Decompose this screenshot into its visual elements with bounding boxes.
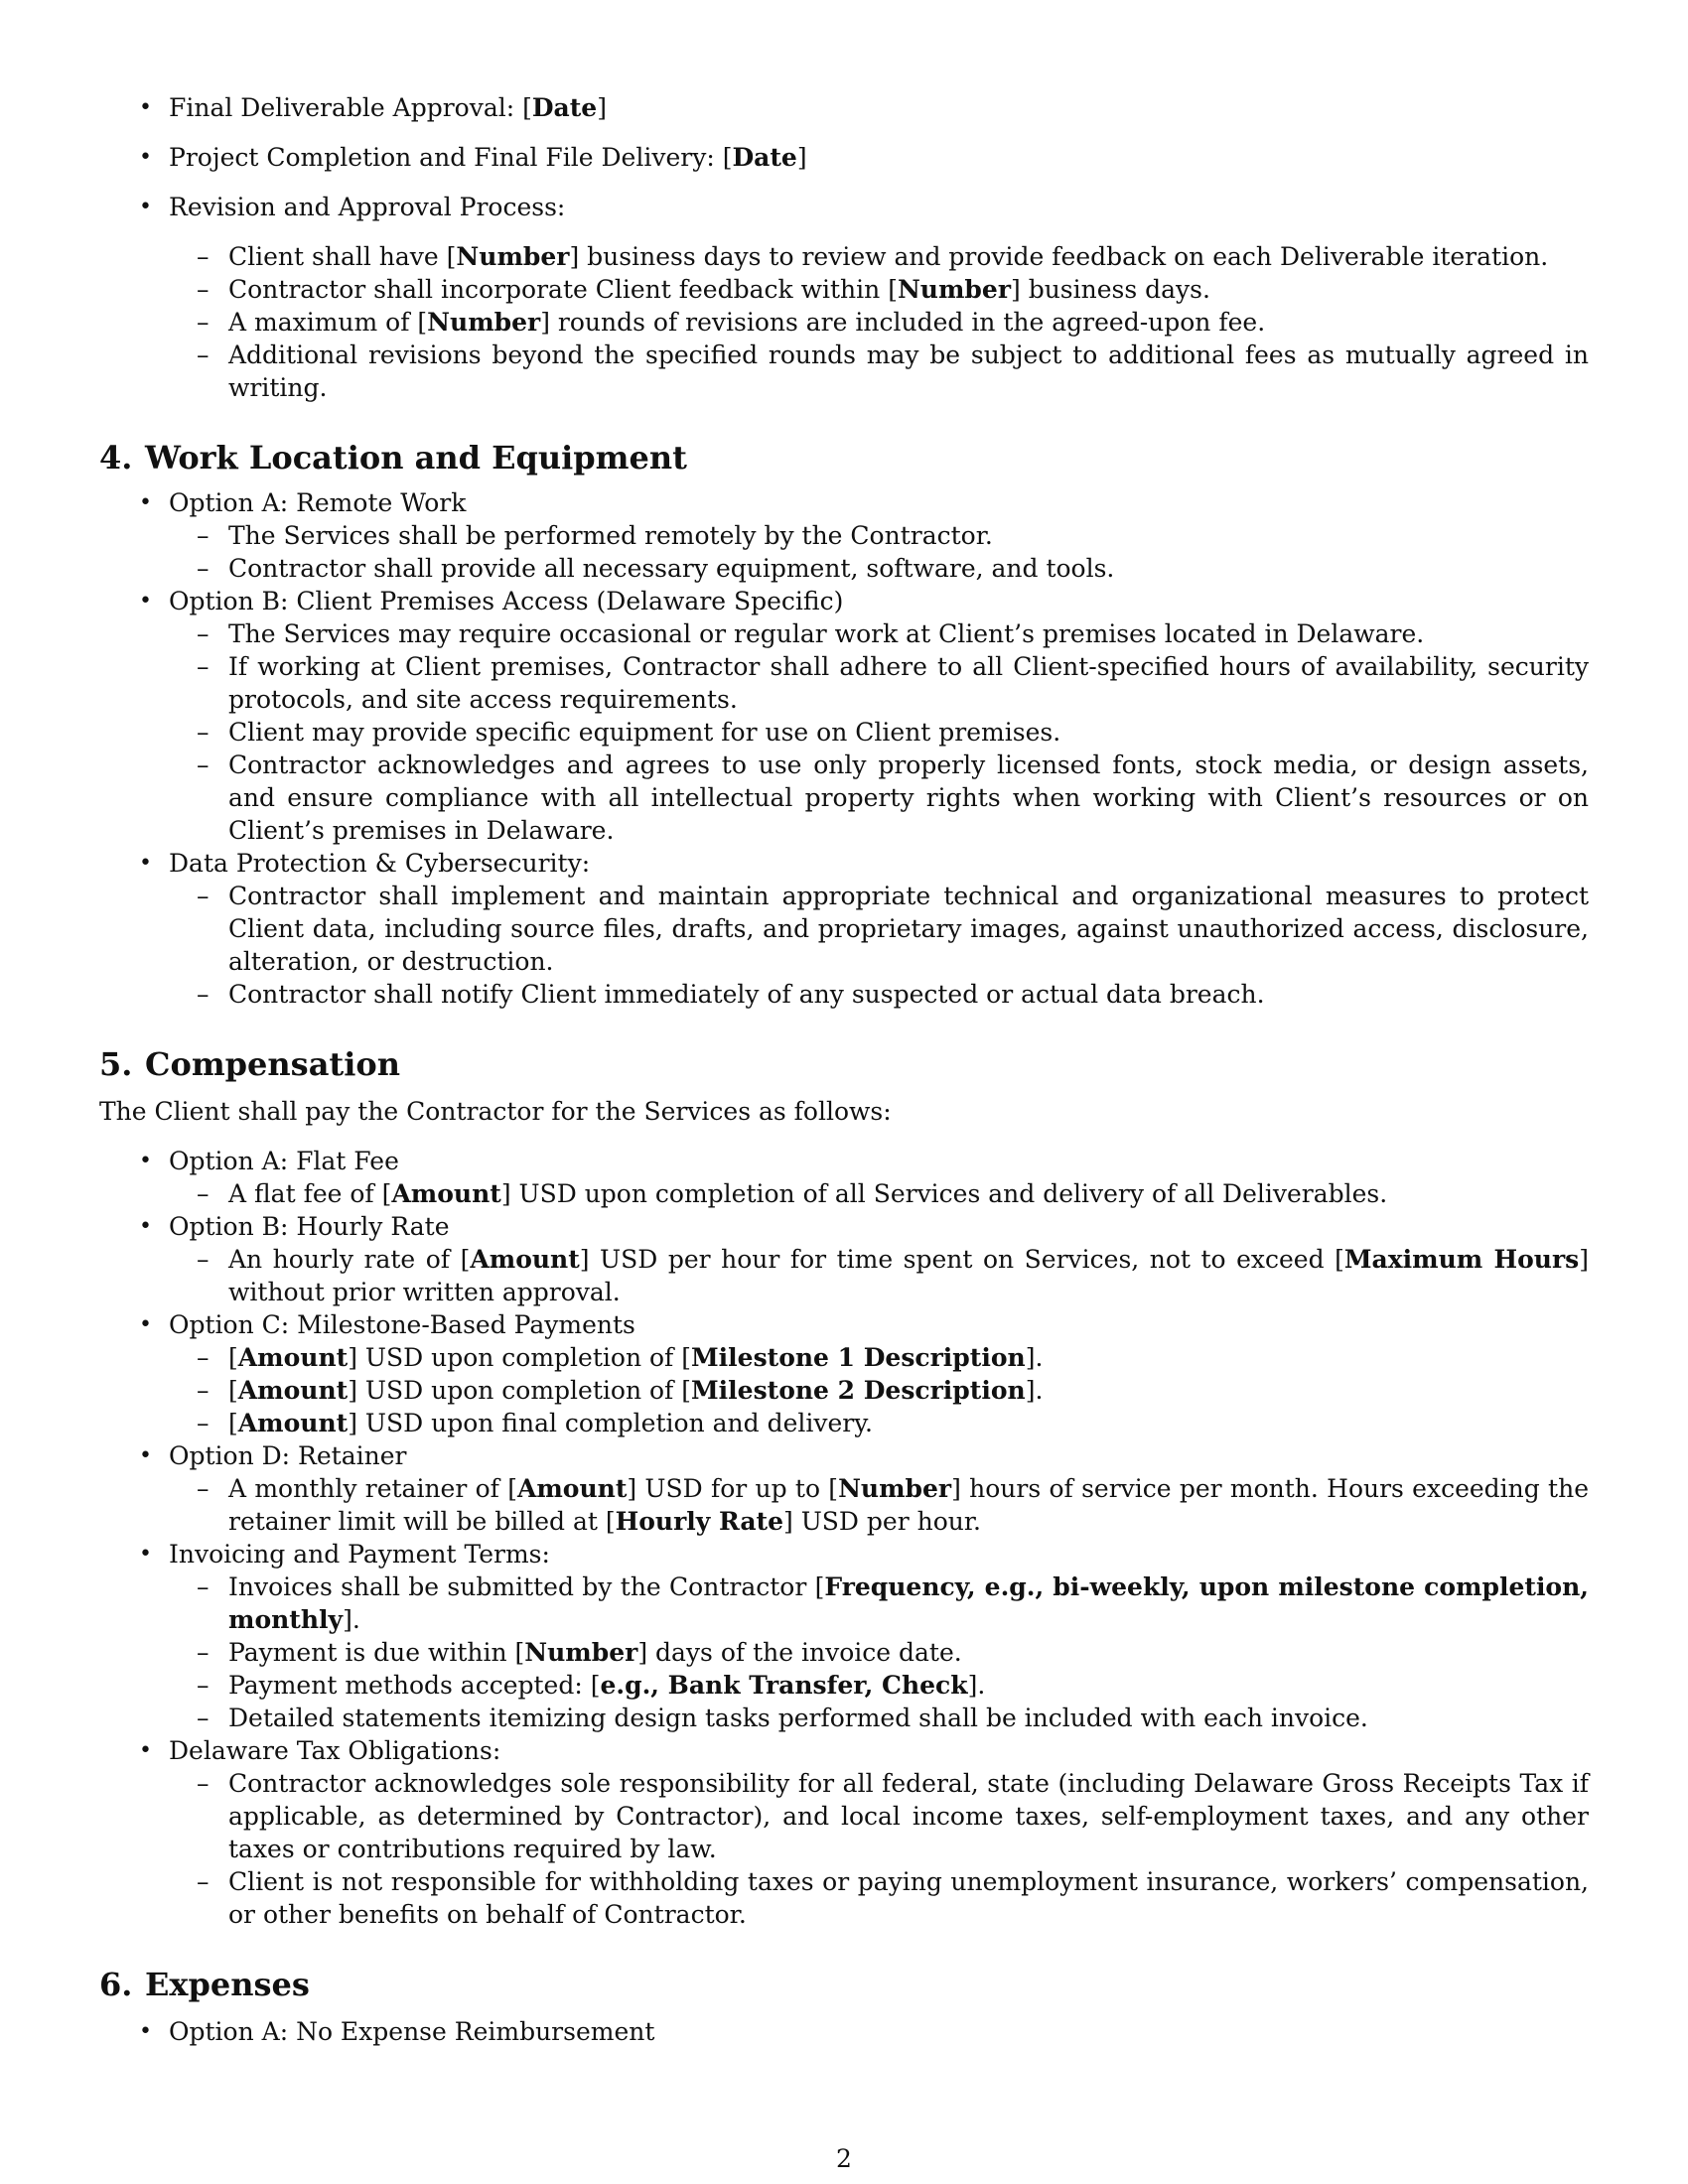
list-item: • Option D: Retainer: [139, 1441, 407, 1470]
list-item: • Option A: Remote Work: [139, 488, 467, 517]
dash-icon: –: [197, 1572, 210, 1601]
list-item: – A monthly retainer of [Amount] USD for up to [Number] hours of service per month. Hours exceeding the retainer limit will be billed at [Hourly Rate] USD per hour.: [197, 1474, 1589, 1536]
list-item: • Option B: Client Premises Access (Delaware Specific): [139, 587, 844, 615]
list-item: • Option A: No Expense Reimbursement: [139, 2017, 655, 2046]
bullet-icon: •: [139, 490, 152, 515]
list-item: – Additional revisions beyond the specified rounds may be subject to additional fees as mutually agreed in writing.: [197, 341, 1589, 402]
dash-icon: –: [197, 619, 210, 648]
dash-icon: –: [197, 1769, 210, 1798]
section-heading: 5. Compensation: [99, 1045, 400, 1083]
list-item: – [Amount] USD upon completion of [Milestone 1 Description].: [197, 1343, 1044, 1372]
bullet-icon: •: [139, 195, 152, 219]
dash-icon: –: [197, 1704, 210, 1732]
section-intro: The Client shall pay the Contractor for the Services as follows:: [99, 1097, 892, 1126]
list-item: – An hourly rate of [Amount] USD per hour for time spent on Services, not to exceed [Maximum Hours] without prior written approval.: [197, 1245, 1589, 1306]
dash-icon: –: [197, 1376, 210, 1405]
list-item: • Project Completion and Final File Delivery: [Date]: [139, 143, 807, 172]
list-item: – Client may provide specific equipment for use on Client premises.: [197, 718, 1061, 747]
section-heading: 4. Work Location and Equipment: [99, 439, 687, 477]
dash-icon: –: [197, 882, 210, 910]
dash-icon: –: [197, 751, 210, 779]
list-item: • Option B: Hourly Rate: [139, 1212, 450, 1241]
document-page: [99, 91, 1589, 2048]
dash-icon: –: [197, 1474, 210, 1503]
bullet-icon: •: [139, 1738, 152, 1763]
list-item: – Client shall have [Number] business days to review and provide feedback on each Deliverable iteration.: [197, 242, 1549, 271]
dash-icon: –: [197, 1179, 210, 1208]
list-item: – [Amount] USD upon final completion and delivery.: [197, 1409, 873, 1437]
dash-icon: –: [197, 1343, 210, 1372]
bullet-icon: •: [139, 1312, 152, 1337]
dash-icon: –: [197, 275, 210, 304]
dash-icon: –: [197, 308, 210, 337]
list-item: • Revision and Approval Process:: [139, 193, 566, 221]
list-item: – Contractor shall provide all necessary equipment, software, and tools.: [197, 554, 1115, 583]
dash-icon: –: [197, 1638, 210, 1667]
list-item: • Final Deliverable Approval: [Date]: [139, 93, 607, 122]
list-item: • Option C: Milestone-Based Payments: [139, 1310, 635, 1339]
list-item: • Delaware Tax Obligations:: [139, 1736, 501, 1765]
list-item: • Option A: Flat Fee: [139, 1147, 399, 1175]
dash-icon: –: [197, 341, 210, 369]
dash-icon: –: [197, 718, 210, 747]
bullet-icon: •: [139, 851, 152, 876]
list-item: – Payment is due within [Number] days of the invoice date.: [197, 1638, 962, 1667]
dash-icon: –: [197, 1245, 210, 1274]
list-item: – Client is not responsible for withholding taxes or paying unemployment insurance, workers’ compensation, or other benefits on behalf of Contractor.: [197, 1867, 1589, 1929]
list-item: – A maximum of [Number] rounds of revisions are included in the agreed-upon fee.: [197, 308, 1266, 337]
list-item: – Detailed statements itemizing design tasks performed shall be included with each invoice.: [197, 1704, 1368, 1732]
revision-sublist: [99, 240, 1589, 404]
list-item: – Payment methods accepted: [e.g., Bank Transfer, Check].: [197, 1671, 986, 1700]
list-item: – Contractor shall implement and maintain appropriate technical and organizational measures to protect Client data, including source files, drafts, and proprietary images, against unauthorized access, disclosure, alteration, or destruction.: [197, 882, 1589, 976]
bullet-icon: •: [139, 1214, 152, 1239]
list-item: • Data Protection & Cybersecurity:: [139, 849, 591, 878]
section5-list: [99, 1145, 1589, 1931]
list-item: – A flat fee of [Amount] USD upon completion of all Services and delivery of all Deliverables.: [197, 1179, 1388, 1208]
list-item: – The Services may require occasional or regular work at Client’s premises located in Delaware.: [197, 619, 1425, 648]
dash-icon: –: [197, 980, 210, 1009]
bullet-icon: •: [139, 1443, 152, 1468]
list-item: – Contractor acknowledges and agrees to use only properly licensed fonts, stock media, or design assets, and ensure compliance with all intellectual property rights when working with Client’s resources or on Client’s premises in Delaware.: [197, 751, 1589, 845]
dash-icon: –: [197, 554, 210, 583]
list-item: – The Services shall be performed remotely by the Contractor.: [197, 521, 993, 550]
bullet-icon: •: [139, 2019, 152, 2044]
dash-icon: –: [197, 242, 210, 271]
dash-icon: –: [197, 652, 210, 681]
bullet-icon: •: [139, 1149, 152, 1173]
list-item: • Invoicing and Payment Terms:: [139, 1540, 550, 1569]
dash-icon: –: [197, 1409, 210, 1437]
dash-icon: –: [197, 1867, 210, 1896]
bullet-icon: •: [139, 95, 152, 120]
list-item: – Invoices shall be submitted by the Contractor [Frequency, e.g., bi-weekly, upon milestone completion, monthly].: [197, 1572, 1589, 1634]
dash-icon: –: [197, 521, 210, 550]
bullet-icon: •: [139, 1542, 152, 1567]
section4-list: [99, 486, 1589, 1011]
dash-icon: –: [197, 1671, 210, 1700]
page-number: 2: [836, 2144, 852, 2173]
list-item: – Contractor shall notify Client immediately of any suspected or actual data breach.: [197, 980, 1265, 1009]
bullet-icon: •: [139, 145, 152, 170]
bullet-icon: •: [139, 589, 152, 614]
list-item: – If working at Client premises, Contractor shall adhere to all Client-specified hours of availability, security protocols, and site access requirements.: [197, 652, 1589, 714]
list-item: – Contractor acknowledges sole responsibility for all federal, state (including Delaware Gross Receipts Tax if applicable, as determined by Contractor), and local income taxes, self-employment taxes, and any other taxes or contributions required by law.: [197, 1769, 1589, 1863]
list-item: – [Amount] USD upon completion of [Milestone 2 Description].: [197, 1376, 1044, 1405]
list-item: – Contractor shall incorporate Client feedback within [Number] business days.: [197, 275, 1210, 304]
section-heading: 6. Expenses: [99, 1966, 310, 2003]
